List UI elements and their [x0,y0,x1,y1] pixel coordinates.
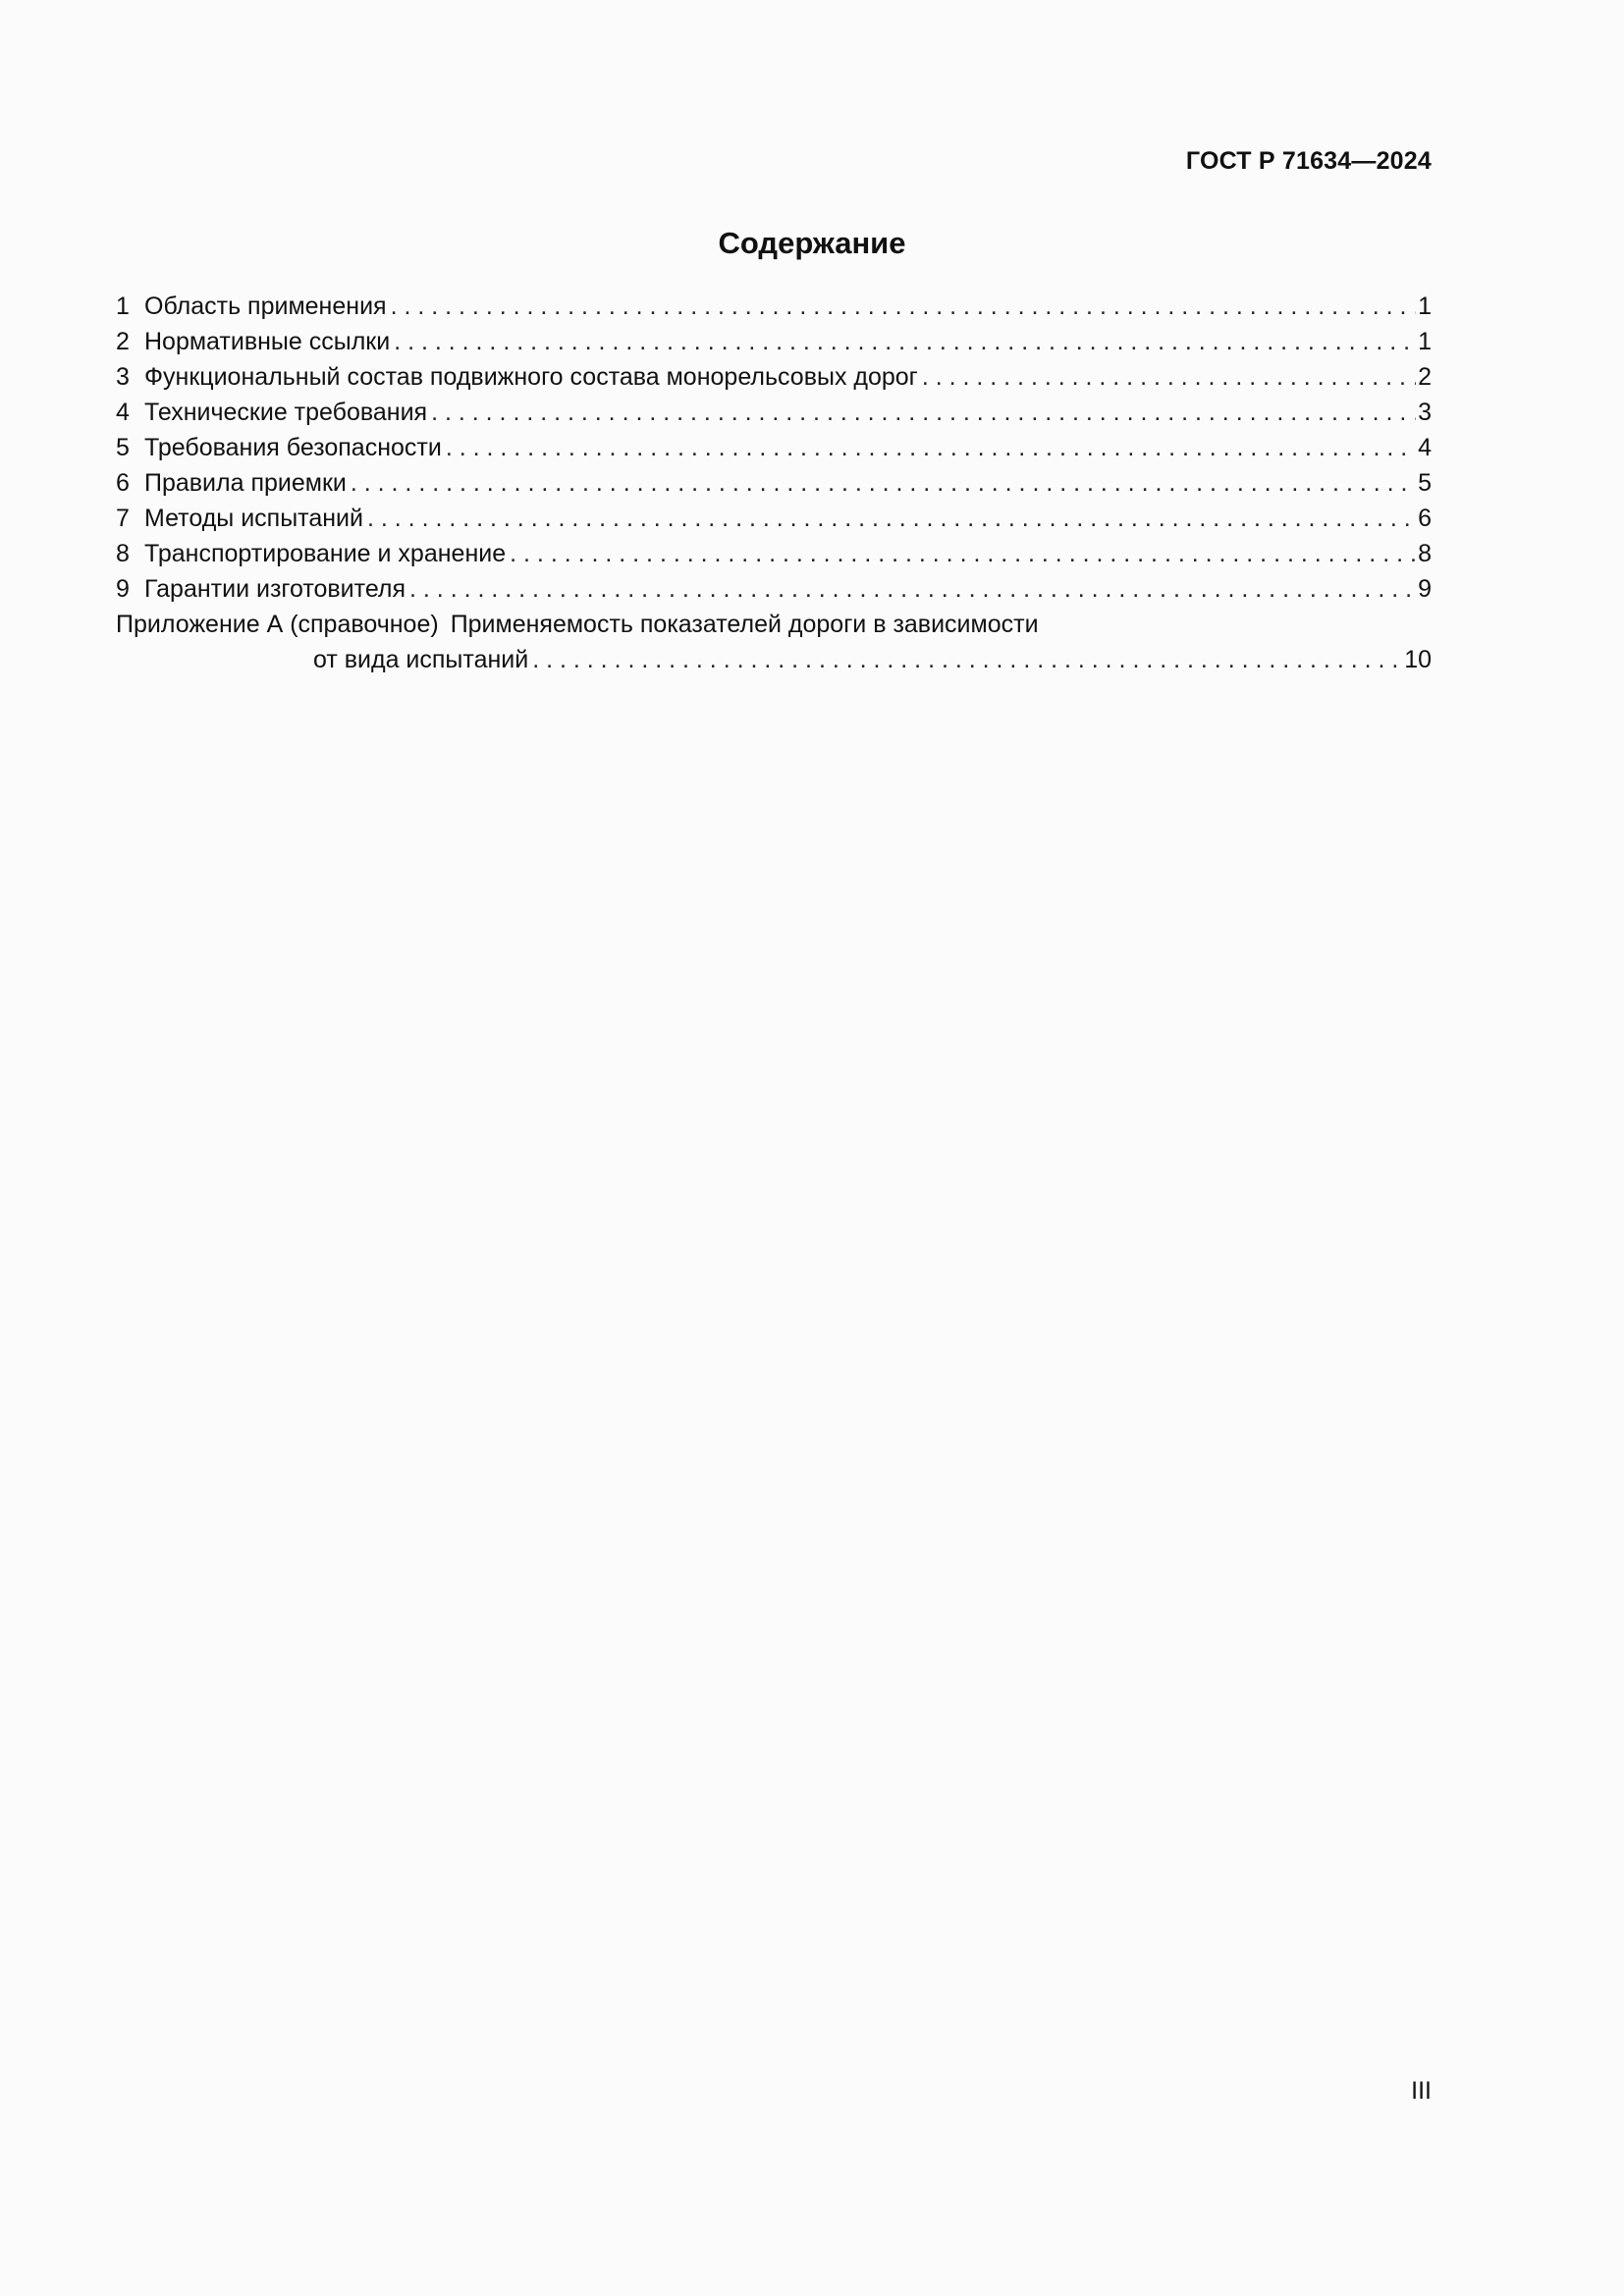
toc-item-page: 4 [1418,434,1432,461]
table-of-contents [116,289,1432,677]
toc-item-title: Правила приемки [144,465,351,501]
toc-item-title: Транспортирование и хранение [144,536,510,571]
toc-item-page: 5 [1418,469,1432,497]
toc-appendix-title-line1: Применяемость показателей дороги в зависимости [450,611,1039,638]
toc-item[interactable] [116,359,1432,395]
toc-item-number: 2 [116,328,130,355]
toc-item-page: 1 [1418,328,1432,355]
toc-item[interactable] [116,501,1432,536]
toc-dot-leader [922,359,1416,395]
toc-item-page: 8 [1418,540,1432,567]
toc-item-title: Область применения [144,289,391,324]
toc-item[interactable] [116,395,1432,430]
toc-dot-leader [351,465,1416,501]
toc-item-page: 3 [1418,399,1432,426]
toc-item-title: Требования безопасности [144,430,446,465]
toc-item-number: 8 [116,540,130,567]
toc-item-page: 9 [1418,575,1432,603]
toc-appendix-title-line2: от вида испытаний [313,642,532,677]
toc-item-number: 5 [116,434,130,461]
toc-item-title: Гарантии изготовителя [144,571,409,607]
toc-dot-leader [510,536,1416,571]
toc-dot-leader [409,571,1416,607]
toc-item[interactable] [116,289,1432,324]
toc-item-number: 4 [116,399,130,426]
toc-item-page: 1 [1418,293,1432,320]
page-number: III [1411,2077,1432,2105]
toc-item-title: Методы испытаний [144,501,367,536]
toc-dot-leader [532,642,1402,677]
toc-item-page: 2 [1418,363,1432,391]
document-code: ГОСТ Р 71634—2024 [1185,147,1432,175]
toc-dot-leader [394,324,1416,359]
toc-dot-leader [391,289,1417,324]
toc-item-number: 9 [116,575,130,603]
toc-appendix-continuation[interactable] [116,642,1432,677]
toc-item[interactable] [116,324,1432,359]
toc-item-page: 6 [1418,505,1432,532]
toc-appendix-heading[interactable] [116,607,1432,642]
toc-item[interactable] [116,465,1432,501]
toc-item-title: Технические требования [144,395,431,430]
toc-item-title: Функциональный состав подвижного состава монорельсовых дорог [144,359,922,395]
toc-dot-leader [446,430,1416,465]
toc-item-number: 1 [116,293,130,320]
toc-item-number: 3 [116,363,130,391]
toc-title: Содержание [718,226,906,260]
toc-dot-leader [431,395,1416,430]
toc-item[interactable] [116,571,1432,607]
toc-appendix-page: 10 [1404,646,1432,673]
toc-item[interactable] [116,430,1432,465]
toc-item-number: 6 [116,469,130,497]
toc-item-number: 7 [116,505,130,532]
toc-item[interactable] [116,536,1432,571]
toc-dot-leader [367,501,1416,536]
toc-item-title: Нормативные ссылки [144,324,394,359]
toc-appendix-label: Приложение А (справочное) [116,611,439,638]
